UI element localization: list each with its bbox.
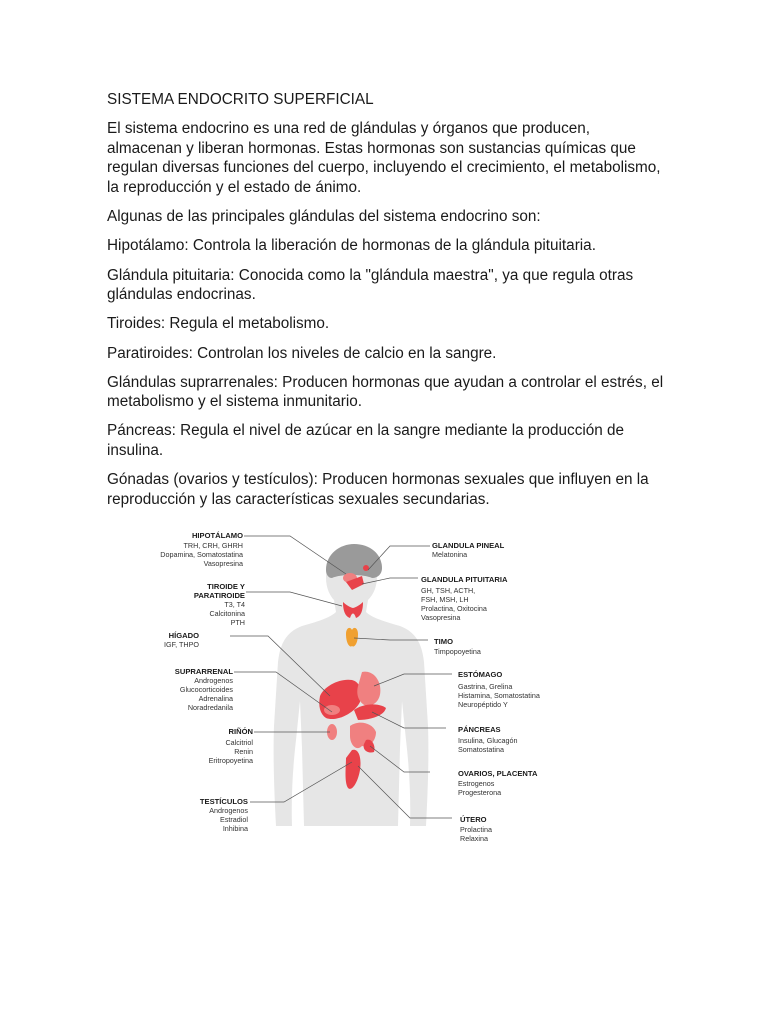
label-utero-line: Relaxina: [460, 834, 488, 843]
label-rinon-line: Calcitriol: [225, 738, 253, 747]
label-rinon: [209, 727, 254, 765]
label-pituitaria-line: GH, TSH, ACTH,: [421, 586, 476, 595]
paragraph-intro: El sistema endocrino es una red de glándulas y órganos que producen, almacenan y liberan hormonas. Estas hormonas son sustancias químicas que regulan diversas funciones del cuerpo, incluyendo el crecimiento, el metabolismo, la reproducción y el estado de ánimo.: [107, 120, 661, 196]
label-higado-heading: HÍGADO: [168, 631, 199, 640]
label-timo-line: Timpopoyetina: [434, 647, 481, 656]
label-tiroide: [194, 582, 245, 627]
label-hipotalamo: [160, 531, 243, 568]
label-ovarios: [458, 769, 538, 797]
label-hipotalamo-line: Vasopresina: [203, 559, 243, 568]
label-pancreas: [458, 725, 518, 754]
label-suprarrenal-line: Noradredanila: [187, 703, 233, 712]
endocrine-diagram-svg: [140, 526, 564, 848]
label-pineal-heading: GLANDULA PINEAL: [432, 541, 505, 550]
label-hipotalamo-line: Dopamina, Somatostatina: [160, 550, 243, 559]
label-ovarios-heading: OVARIOS, PLACENTA: [458, 769, 538, 778]
label-suprarrenal-line: Androgenos: [194, 676, 233, 685]
paragraph-glands-intro: Algunas de las principales glándulas del sistema endocrino son:: [107, 208, 541, 226]
label-suprarrenal: [175, 667, 234, 712]
document-body: [107, 90, 667, 519]
label-testiculos-line: Estradiol: [220, 815, 248, 824]
label-pancreas-heading: PÁNCREAS: [458, 725, 501, 734]
label-pineal: [432, 541, 505, 559]
label-testiculos-heading: TESTÍCULOS: [199, 797, 248, 806]
label-testiculos-line: Androgenos: [209, 806, 248, 815]
label-rinon-line: Eritropoyetina: [208, 756, 253, 765]
label-pineal-line: Melatonina: [432, 550, 468, 559]
label-estomago-heading: ESTÓMAGO: [458, 670, 503, 679]
paragraph-tiroides: Tiroides: Regula el metabolismo.: [107, 315, 330, 333]
label-pancreas-line: Somatostatina: [458, 745, 504, 754]
label-ovarios-line: Progesterona: [458, 788, 502, 797]
brain-shape: [326, 544, 382, 578]
paragraph-paratiroides: Paratiroides: Controlan los niveles de calcio en la sangre.: [107, 344, 497, 362]
label-estomago-line: Histamina, Somatostatina: [458, 691, 540, 700]
label-timo-heading: TIMO: [434, 637, 453, 646]
label-estomago: [458, 670, 540, 709]
label-pituitaria-line: FSH, MSH, LH: [421, 595, 469, 604]
label-higado: [164, 631, 199, 649]
label-tiroide-line: PTH: [230, 618, 245, 627]
label-hipotalamo-heading: HIPOTÁLAMO: [191, 531, 243, 540]
adrenal-shape: [324, 705, 340, 715]
label-testiculos: [200, 797, 249, 833]
label-suprarrenal-line: Adrenalina: [198, 694, 233, 703]
label-estomago-line: Neuropéptido Y: [458, 700, 508, 709]
label-utero-line: Prolactina: [460, 825, 492, 834]
label-utero: [460, 815, 492, 843]
label-suprarrenal-line: Glucocorticoides: [179, 685, 233, 694]
document-title: SISTEMA ENDOCRITO SUPERFICIAL: [107, 91, 374, 108]
label-suprarrenal-heading: SUPRARRENAL: [174, 667, 233, 676]
paragraph-suprarrenales: Glándulas suprarrenales: Producen hormonas que ayudan a controlar el estrés, el metabolismo y el sistema inmunitario.: [107, 373, 664, 411]
label-tiroide-heading: PARATIROIDE: [193, 591, 245, 600]
label-pituitaria-line: Prolactina, Oxitocina: [421, 604, 487, 613]
label-tiroide-line: T3, T4: [224, 600, 245, 609]
paragraph-gonadas: Gónadas (ovarios y testículos): Producen hormonas sexuales que influyen en la reproducción y las características sexuales secundarias.: [107, 471, 649, 508]
pineal-shape: [363, 565, 369, 571]
label-ovarios-line: Estrogenos: [458, 779, 495, 788]
label-pituitaria-heading: GLANDULA PITUITARIA: [421, 575, 508, 584]
label-utero-heading: ÚTERO: [460, 815, 487, 824]
label-higado-line: IGF, THPO: [163, 640, 199, 649]
label-rinon-heading: RIÑÓN: [228, 727, 253, 736]
label-rinon-line: Renin: [234, 747, 253, 756]
label-estomago-line: Gastrina, Grelina: [458, 682, 513, 691]
label-pancreas-line: Insulina, Glucagón: [458, 736, 518, 745]
label-testiculos-line: Inhibina: [222, 824, 248, 833]
label-hipotalamo-line: TRH, CRH, GHRH: [183, 541, 243, 550]
paragraph-hipotalamo: Hipotálamo: Controla la liberación de hormonas de la glándula pituitaria.: [107, 237, 596, 255]
label-timo: [434, 637, 481, 656]
paragraph-pancreas: Páncreas: Regula el nivel de azúcar en la sangre mediante la producción de insulina.: [107, 422, 625, 460]
label-tiroide-line: Calcitonina: [209, 609, 245, 618]
label-tiroide-heading: TIROIDE Y: [207, 582, 245, 591]
endocrine-diagram: [140, 526, 564, 848]
paragraph-pituitaria: Glándula pituitaria: Conocida como la "glándula maestra", ya que regula otras glándulas endocrinas.: [107, 266, 634, 304]
label-pituitaria: [421, 575, 508, 622]
label-pituitaria-line: Vasopresina: [421, 613, 461, 622]
